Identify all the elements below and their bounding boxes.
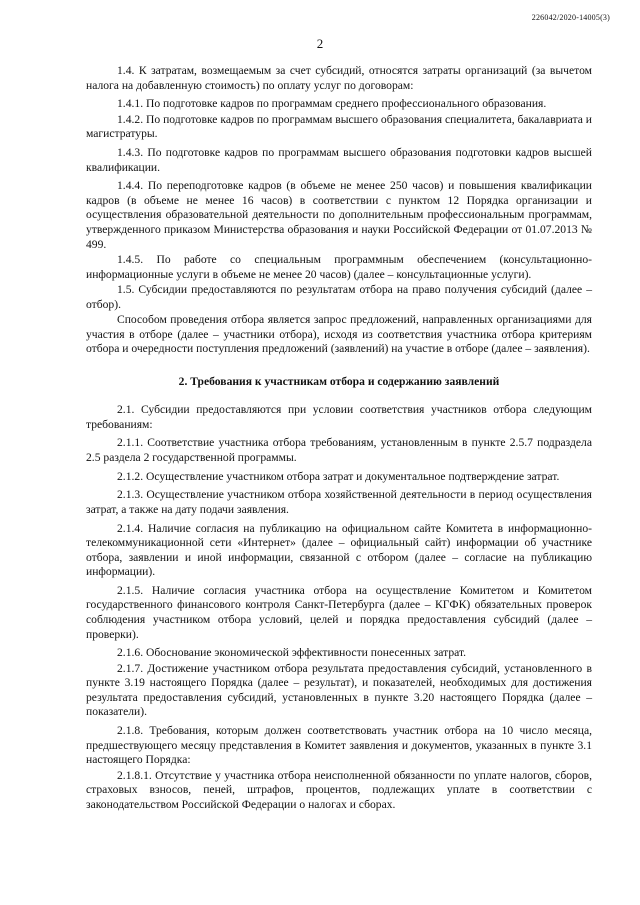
paragraph-1-4: 1.4. К затратам, возмещаемым за счет субсидий, относятся затраты организаций (за вычетом налога на добавленную стоимость) по оплату услуг по договорам: bbox=[86, 64, 592, 92]
paragraph-2-1-4: 2.1.4. Наличие согласия на публикацию на официальном сайте Комитета в информационно-телекоммуникационной сети «Интернет» (далее – официальный сайт) информации об участнике отбора, заявлении и иной информации, связанной с отбором (далее – согласие на публикацию информации). bbox=[86, 521, 592, 579]
paragraph-2-1-7: 2.1.7. Достижение участником отбора результата предоставления субсидий, установленного в пункте 3.19 настоящего Порядка (далее – результат), и показателей, необходимых для достижения результата предоставления субсидий, установленных в пункте 3.20 настоящего Порядка (далее – показатели). bbox=[86, 661, 592, 719]
document-code: 226042/2020-14005(3) bbox=[531, 13, 610, 22]
paragraph-2-1-3: 2.1.3. Осуществление участником отбора хозяйственной деятельности в период осуществления затрат, а также на дату подачи заявления. bbox=[86, 488, 592, 516]
paragraph-1-4-4: 1.4.4. По переподготовке кадров (в объеме не менее 250 часов) и повышения квалификации кадров (в объеме не менее 16 часов) в соответствии с пунктом 12 Порядка организации и осуществления образовательной деятельности по дополнительным профессиональным программам, утвержденного приказом Министерства образования и науки Российской Федерации от 01.07.2013 № 499. bbox=[86, 179, 592, 251]
paragraph-1-4-1: 1.4.1. По подготовке кадров по программам среднего профессионального образования. bbox=[117, 97, 547, 111]
paragraph-selection-method: Способом проведения отбора является запрос предложений, направленных организациями для участия в отборе (далее – участники отбора), исходя из соответствия участника отбора критериям отбора и очередности поступления предложений (заявлений) на участие в отборе (далее – заявления). bbox=[86, 313, 592, 356]
document-body bbox=[86, 64, 592, 817]
paragraph-1-4-3: 1.4.3. По подготовке кадров по программам высшего образования подготовки кадров высшей квалификации. bbox=[86, 146, 592, 174]
paragraph-2-1-5: 2.1.5. Наличие согласия участника отбора на осуществление Комитетом и Комитетом государственного финансового контроля Санкт-Петербурга (далее – КГФК) обязательных проверок соблюдения участником отбора условий, целей и порядка предоставления субсидий (далее – проверки). bbox=[86, 583, 592, 641]
paragraph-1-5: 1.5. Субсидии предоставляются по результатам отбора на право получения субсидий (далее – отбор). bbox=[86, 283, 592, 311]
page-number: 2 bbox=[316, 36, 324, 51]
paragraph-2-1-8-1: 2.1.8.1. Отсутствие у участника отбора неисполненной обязанности по уплате налогов, сборов, страховых взносов, пеней, штрафов, процентов, подлежащих уплате в соответствии с законодательством Российской Федерации о налогах и сборах. bbox=[86, 768, 592, 811]
paragraph-1-4-2: 1.4.2. По подготовке кадров по программам высшего образования специалитета, бакалавриата и магистратуры. bbox=[86, 112, 592, 141]
paragraph-1-4-5: 1.4.5. По работе со специальным программным обеспечением (консультационно-информационные услуги в объеме не менее 20 часов) (далее – консультационные услуги). bbox=[86, 253, 592, 281]
paragraph-2-1: 2.1. Субсидии предоставляются при условии соответствия участников отбора следующим требованиям: bbox=[86, 402, 592, 431]
paragraph-2-1-2: 2.1.2. Осуществление участником отбора затрат и документальное подтверждение затрат. bbox=[117, 469, 560, 483]
paragraph-2-1-1: 2.1.1. Соответствие участника отбора требованиям, установленным в пункте 2.5.7 подраздела 2.5 раздела 2 государственной программы. bbox=[86, 436, 592, 464]
paragraph-2-1-6: 2.1.6. Обоснование экономической эффективности понесенных затрат. bbox=[117, 646, 467, 660]
section-heading: 2. Требования к участникам отбора и содержанию заявлений bbox=[178, 374, 500, 388]
paragraph-2-1-8: 2.1.8. Требования, которым должен соответствовать участник отбора на 10 число месяца, предшествующего месяцу представления в Комитет заявления и документов, указанных в пункте 3.1 настоящего Порядка: bbox=[86, 724, 592, 767]
